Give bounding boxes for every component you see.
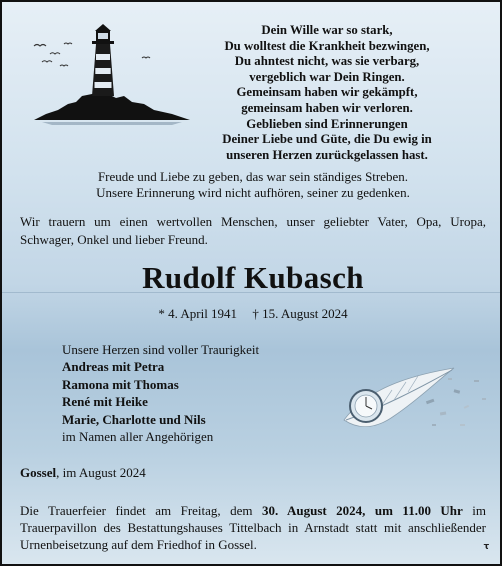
poem-line: Gemeinsam haben wir gekämpft, [236, 85, 418, 100]
birth-date: * 4. April 1941 [158, 306, 238, 321]
poem-line: Dein Wille war so stark, [261, 23, 393, 37]
family-list [62, 341, 259, 445]
family-member: Andreas mit Petra [62, 359, 165, 375]
date: , im August 2024 [56, 465, 146, 480]
quote [20, 169, 486, 201]
place-date [20, 465, 146, 481]
family-outro: im Namen aller Angehörigen [62, 429, 214, 445]
feather-icon [336, 350, 496, 450]
poem-line: unseren Herzen zurückgelassen hast. [226, 147, 428, 162]
poem-line: vergeblich war Dein Ringen. [249, 69, 405, 84]
family-member: René mit Heike [62, 394, 148, 410]
poem-line: Du ahntest nicht, was sie verbarg, [234, 54, 420, 69]
quote-line: Freude und Liebe zu geben, das war sein ständiges Streben. [97, 169, 409, 184]
death-date: † 15. August 2024 [252, 306, 348, 321]
lighthouse-icon [12, 24, 202, 132]
poem-line: Geblieben sind Erinnerungen [246, 116, 408, 131]
poem-line: gemeinsam haben wir verloren. [241, 100, 413, 115]
ceremony-info [20, 502, 486, 553]
family-intro: Unsere Herzen sind voller Traurigkeit [62, 342, 260, 357]
mourning-text: Wir trauern um einen wertvollen Menschen, unser geliebter Vater, Opa, Uropa, Schwager, Onkel und lieber Freund. [20, 214, 486, 247]
family-member: Ramona mit Thomas [62, 376, 179, 392]
ceremony-date-time: 30. August 2024, um 11.00 Uhr [261, 503, 463, 518]
quote-line: Unsere Erinnerung wird nicht aufhören, seiner zu gedenken. [96, 185, 410, 200]
life-dates [2, 306, 502, 322]
publisher-logo-icon: ꚍ [483, 542, 489, 552]
ceremony-text-2: im Trauerpavillon des Bestattungshauses Tittelbach in Arnstadt statt mit anschließender Urnenbeisetzung auf dem Friedhof in Gossel. [20, 503, 487, 552]
ceremony-text-1: Die Trauerfeier findet am Freitag, dem [20, 503, 262, 518]
poem-line: Deiner Liebe und Güte, die Du ewig in [222, 132, 432, 147]
place: Gossel [20, 465, 57, 480]
poem-line: Du wolltest die Krankheit bezwingen, [224, 38, 430, 53]
deceased-name: Rudolf Kubasch [142, 260, 364, 295]
family-member: Marie, Charlotte und Nils [62, 411, 206, 427]
poem [212, 23, 442, 163]
